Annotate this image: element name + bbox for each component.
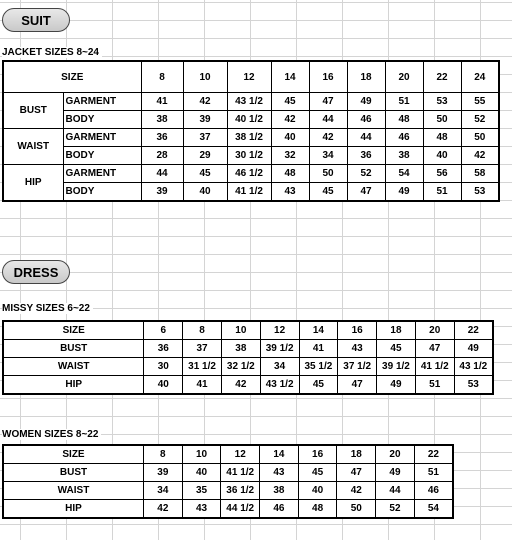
value-cell: 43 bbox=[338, 340, 377, 358]
value-cell: 50 bbox=[309, 165, 347, 183]
table-row bbox=[3, 147, 499, 165]
value-cell: 36 bbox=[144, 340, 183, 358]
size-header-cell: 16 bbox=[309, 61, 347, 93]
value-cell: 44 bbox=[347, 129, 385, 147]
value-cell: 43 1/2 bbox=[454, 358, 493, 376]
value-cell: 44 bbox=[309, 111, 347, 129]
value-cell: 42 bbox=[337, 482, 376, 500]
value-cell: 43 1/2 bbox=[227, 93, 271, 111]
value-cell: 41 bbox=[183, 376, 222, 395]
value-cell: 41 1/2 bbox=[415, 358, 454, 376]
value-cell: 42 bbox=[143, 500, 182, 519]
value-cell: 56 bbox=[423, 165, 461, 183]
row-label-cell: HIP bbox=[3, 500, 143, 519]
measure-group-label: WAIST bbox=[3, 129, 63, 165]
value-cell: 45 bbox=[377, 340, 416, 358]
row-label-cell: GARMENT bbox=[63, 93, 141, 111]
table-header-row bbox=[3, 445, 453, 464]
value-cell: 34 bbox=[143, 482, 182, 500]
value-cell: 34 bbox=[309, 147, 347, 165]
value-cell: 45 bbox=[309, 183, 347, 202]
value-cell: 53 bbox=[423, 93, 461, 111]
value-cell: 36 bbox=[141, 129, 183, 147]
value-cell: 52 bbox=[347, 165, 385, 183]
size-header-cell: 16 bbox=[338, 321, 377, 340]
value-cell: 41 1/2 bbox=[227, 183, 271, 202]
value-cell: 44 bbox=[141, 165, 183, 183]
value-cell: 47 bbox=[415, 340, 454, 358]
row-label-cell: BODY bbox=[63, 147, 141, 165]
value-cell: 38 1/2 bbox=[227, 129, 271, 147]
value-cell: 46 bbox=[385, 129, 423, 147]
value-cell: 32 bbox=[271, 147, 309, 165]
value-cell: 43 bbox=[182, 500, 221, 519]
value-cell: 52 bbox=[376, 500, 415, 519]
value-cell: 48 bbox=[385, 111, 423, 129]
value-cell: 54 bbox=[385, 165, 423, 183]
value-cell: 40 bbox=[298, 482, 337, 500]
value-cell: 39 bbox=[183, 111, 227, 129]
value-cell: 45 bbox=[298, 464, 337, 482]
value-cell: 28 bbox=[141, 147, 183, 165]
size-header-cell: 8 bbox=[183, 321, 222, 340]
table-row bbox=[3, 129, 499, 147]
size-header-cell: 18 bbox=[377, 321, 416, 340]
row-label-cell: HIP bbox=[3, 376, 144, 395]
row-label-cell: WAIST bbox=[3, 358, 144, 376]
table-header-row bbox=[3, 321, 493, 340]
table-row bbox=[3, 482, 453, 500]
value-cell: 43 bbox=[271, 183, 309, 202]
row-label-cell: WAIST bbox=[3, 482, 143, 500]
size-header-cell: 16 bbox=[298, 445, 337, 464]
measure-group-label: HIP bbox=[3, 165, 63, 202]
value-cell: 40 1/2 bbox=[227, 111, 271, 129]
value-cell: 53 bbox=[454, 376, 493, 395]
missy-size-table bbox=[2, 320, 494, 395]
size-header-cell: 18 bbox=[337, 445, 376, 464]
value-cell: 36 1/2 bbox=[221, 482, 260, 500]
size-header-cell: 10 bbox=[183, 61, 227, 93]
size-header-cell: 22 bbox=[454, 321, 493, 340]
table-row bbox=[3, 93, 499, 111]
value-cell: 46 bbox=[260, 500, 299, 519]
value-cell: 34 bbox=[260, 358, 299, 376]
value-cell: 42 bbox=[221, 376, 260, 395]
value-cell: 46 1/2 bbox=[227, 165, 271, 183]
value-cell: 40 bbox=[183, 183, 227, 202]
value-cell: 48 bbox=[423, 129, 461, 147]
table-row bbox=[3, 500, 453, 519]
size-header-cell: 14 bbox=[260, 445, 299, 464]
row-label-cell: BUST bbox=[3, 464, 143, 482]
value-cell: 39 bbox=[141, 183, 183, 202]
table-row bbox=[3, 340, 493, 358]
dress-button[interactable]: DRESS bbox=[2, 260, 70, 284]
size-header-cell: 14 bbox=[299, 321, 338, 340]
value-cell: 30 1/2 bbox=[227, 147, 271, 165]
row-label-cell: BODY bbox=[63, 111, 141, 129]
value-cell: 47 bbox=[337, 464, 376, 482]
value-cell: 37 1/2 bbox=[338, 358, 377, 376]
size-header-cell: 10 bbox=[221, 321, 260, 340]
value-cell: 44 bbox=[376, 482, 415, 500]
size-header-cell: 12 bbox=[221, 445, 260, 464]
jacket-size-table bbox=[2, 60, 500, 202]
value-cell: 45 bbox=[183, 165, 227, 183]
value-cell: 40 bbox=[423, 147, 461, 165]
size-header-cell: 8 bbox=[141, 61, 183, 93]
value-cell: 40 bbox=[271, 129, 309, 147]
value-cell: 38 bbox=[141, 111, 183, 129]
value-cell: 38 bbox=[260, 482, 299, 500]
value-cell: 54 bbox=[414, 500, 453, 519]
value-cell: 35 bbox=[182, 482, 221, 500]
value-cell: 46 bbox=[414, 482, 453, 500]
value-cell: 46 bbox=[347, 111, 385, 129]
value-cell: 47 bbox=[309, 93, 347, 111]
size-header-cell: 6 bbox=[144, 321, 183, 340]
size-header-cell: 12 bbox=[260, 321, 299, 340]
value-cell: 39 bbox=[143, 464, 182, 482]
suit-button[interactable]: SUIT bbox=[2, 8, 70, 32]
value-cell: 49 bbox=[454, 340, 493, 358]
size-header-cell: 22 bbox=[414, 445, 453, 464]
value-cell: 48 bbox=[298, 500, 337, 519]
women-size-table bbox=[2, 444, 454, 519]
size-header-cell: 12 bbox=[227, 61, 271, 93]
size-header-cell: 10 bbox=[182, 445, 221, 464]
size-header-cell: 20 bbox=[415, 321, 454, 340]
value-cell: 40 bbox=[182, 464, 221, 482]
value-cell: 50 bbox=[461, 129, 499, 147]
table-row bbox=[3, 165, 499, 183]
table-row bbox=[3, 183, 499, 202]
value-cell: 36 bbox=[347, 147, 385, 165]
table-header-row bbox=[3, 61, 499, 93]
value-cell: 49 bbox=[377, 376, 416, 395]
missy-sizes-heading: MISSY SIZES 6~22 bbox=[2, 303, 93, 314]
value-cell: 52 bbox=[461, 111, 499, 129]
value-cell: 49 bbox=[385, 183, 423, 202]
value-cell: 50 bbox=[423, 111, 461, 129]
value-cell: 45 bbox=[299, 376, 338, 395]
value-cell: 42 bbox=[271, 111, 309, 129]
value-cell: 43 bbox=[260, 464, 299, 482]
value-cell: 48 bbox=[271, 165, 309, 183]
value-cell: 43 1/2 bbox=[260, 376, 299, 395]
value-cell: 51 bbox=[423, 183, 461, 202]
value-cell: 31 1/2 bbox=[183, 358, 222, 376]
size-header-cell: 20 bbox=[376, 445, 415, 464]
value-cell: 41 bbox=[299, 340, 338, 358]
value-cell: 42 bbox=[309, 129, 347, 147]
row-label-cell: BUST bbox=[3, 340, 144, 358]
size-header-cell: 22 bbox=[423, 61, 461, 93]
table-row bbox=[3, 111, 499, 129]
value-cell: 42 bbox=[461, 147, 499, 165]
value-cell: 41 bbox=[141, 93, 183, 111]
value-cell: 37 bbox=[183, 340, 222, 358]
row-label-cell: GARMENT bbox=[63, 129, 141, 147]
value-cell: 35 1/2 bbox=[299, 358, 338, 376]
size-header-cell: SIZE bbox=[3, 445, 143, 464]
row-label-cell: BODY bbox=[63, 183, 141, 202]
table-row bbox=[3, 376, 493, 395]
value-cell: 50 bbox=[337, 500, 376, 519]
value-cell: 58 bbox=[461, 165, 499, 183]
table-row bbox=[3, 464, 453, 482]
value-cell: 40 bbox=[144, 376, 183, 395]
size-header-cell: 14 bbox=[271, 61, 309, 93]
women-sizes-heading: WOMEN SIZES 8~22 bbox=[2, 429, 101, 440]
value-cell: 44 1/2 bbox=[221, 500, 260, 519]
value-cell: 29 bbox=[183, 147, 227, 165]
size-header-cell: SIZE bbox=[3, 61, 141, 93]
value-cell: 38 bbox=[385, 147, 423, 165]
value-cell: 51 bbox=[385, 93, 423, 111]
value-cell: 47 bbox=[338, 376, 377, 395]
size-header-cell: 20 bbox=[385, 61, 423, 93]
size-header-cell: 8 bbox=[143, 445, 182, 464]
value-cell: 41 1/2 bbox=[221, 464, 260, 482]
size-header-cell: SIZE bbox=[3, 321, 144, 340]
value-cell: 38 bbox=[221, 340, 260, 358]
size-header-cell: 18 bbox=[347, 61, 385, 93]
value-cell: 49 bbox=[347, 93, 385, 111]
table-row bbox=[3, 358, 493, 376]
value-cell: 49 bbox=[376, 464, 415, 482]
measure-group-label: BUST bbox=[3, 93, 63, 129]
value-cell: 45 bbox=[271, 93, 309, 111]
size-header-cell: 24 bbox=[461, 61, 499, 93]
value-cell: 39 1/2 bbox=[377, 358, 416, 376]
value-cell: 32 1/2 bbox=[221, 358, 260, 376]
row-label-cell: GARMENT bbox=[63, 165, 141, 183]
value-cell: 51 bbox=[415, 376, 454, 395]
value-cell: 30 bbox=[144, 358, 183, 376]
value-cell: 51 bbox=[414, 464, 453, 482]
value-cell: 47 bbox=[347, 183, 385, 202]
value-cell: 55 bbox=[461, 93, 499, 111]
value-cell: 53 bbox=[461, 183, 499, 202]
jacket-sizes-heading: JACKET SIZES 8~24 bbox=[2, 47, 102, 58]
value-cell: 39 1/2 bbox=[260, 340, 299, 358]
value-cell: 42 bbox=[183, 93, 227, 111]
value-cell: 37 bbox=[183, 129, 227, 147]
